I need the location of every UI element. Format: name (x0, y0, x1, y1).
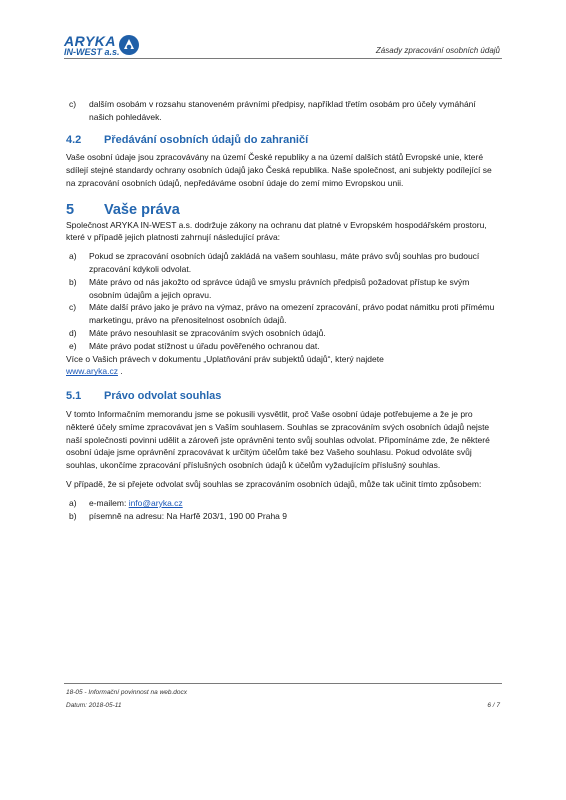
section-heading-5 (66, 201, 502, 218)
section-number: 4.2 (66, 133, 82, 146)
logo-text-aryka: ARYKA (64, 33, 117, 49)
list-text: dalším osobám v rozsahu stanoveném právními předpisy, například třetím osobám pro účely vymáhání našich pohledávek. (89, 99, 476, 122)
list-text: písemně na adresu: Na Harfě 203/1, 190 00 Praha 9 (89, 510, 287, 521)
list-text: Máte právo podat stížnost u úřadu pověřeného ochranou dat. (89, 340, 320, 351)
list-item (66, 497, 502, 510)
section-title: Právo odvolat souhlas (104, 390, 222, 403)
footer-date: Datum: 2018-05-11 (66, 702, 122, 709)
list-text: Pokud se zpracování osobních údajů zakládá na vašem souhlasu, máte právo svůj souhlas pro budoucí zpracování kdykoli odvolat. (89, 251, 480, 274)
list-marker: d) (69, 327, 77, 338)
more-info-text: Více o Vašich právech v dokumentu „Uplatňování práv subjektů údajů“, který najdete (66, 353, 384, 364)
list-marker: c) (69, 302, 77, 313)
list-text: Máte další právo jako je právo na výmaz, právo na omezení zpracování, právo podat námitku proti přímému marketingu, právo na přenositelnost osobních údajů. (89, 302, 495, 326)
paragraph (66, 353, 502, 379)
list-marker: e) (69, 340, 77, 351)
footer-divider (64, 683, 502, 684)
list-text: Máte právo od nás jakožto od správce údajů ve smyslu právních předpisů požadovat přístup ke svým osobním údajům a jejich opravu. (89, 276, 470, 300)
section-number: 5.1 (66, 390, 82, 403)
header-title: Zásady zpracování osobních údajů (375, 46, 500, 55)
list-marker: a) (69, 497, 77, 508)
logo-text-inwest: IN-WEST a.s. (64, 47, 120, 57)
list-item (66, 340, 502, 353)
list-item (66, 510, 502, 523)
section-heading-4-2 (66, 134, 502, 147)
email-label: e-mailem: (89, 497, 129, 508)
paragraph: Společnost ARYKA IN-WEST a.s. dodržuje zákony na ochranu dat platné v Evropském hospodářském prostoru, které v případě jejich platnosti zahrnují následující práva: (66, 219, 487, 243)
more-info-end: . (117, 366, 123, 377)
list-item (66, 301, 502, 327)
logo-emblem-icon (118, 34, 140, 56)
list-item (66, 98, 502, 124)
list-marker: b) (69, 276, 77, 287)
list-text: Máte právo nesouhlasit se zpracováním svých osobních údajů. (89, 327, 326, 338)
list-item (66, 327, 502, 340)
list-item (66, 250, 502, 276)
paragraph: Vaše osobní údaje jsou zpracovávány na území České republiky a na území dalších států Evropské unie, které sdílejí stejné standardy ochrany osobních údajů jako Česká republika. Naše společnost, ani subjekty podílející se na zpracování osobních údajů, nepředáváme osobní údaje do zemí mimo Evropskou unii. (66, 152, 492, 188)
website-link[interactable]: www.aryka.cz (66, 366, 118, 377)
section-title: Vaše práva (104, 201, 180, 218)
paragraph: V tomto Informačním memorandu jsme se pokusili vysvětlit, proč Vaše osobní údaje potřebujeme a že je pro některé účely smíme zpracovávat jen s Vaším souhlasem. Souhlas se zpracováním svých osobních údajů nejste naší společnosti povinni udělit a zároveň jste oprávněni tento svůj souhlas odvolat. Připomínáme zde, že některé osobní údaje jsme oprávnění zpracovávat k určitým účelům také bez Vašeho souhlasu. Pokud odvoláte svůj souhlas, ukončíme zpracování příslušných osobních údajů k účelům vyžadujícím příslušný souhlas. (66, 408, 490, 471)
list-marker: b) (69, 510, 77, 521)
footer-document-name: 18-05 - Informační povinnost na web.docx (66, 689, 188, 696)
page-content (66, 98, 502, 522)
list-marker: c) (69, 99, 77, 109)
header-divider (64, 58, 502, 59)
section-heading-5-1 (66, 390, 502, 403)
email-link[interactable]: info@aryka.cz (128, 497, 183, 508)
paragraph: V případě, že si přejete odvolat svůj souhlas se zpracováním osobních údajů, může tak učinit tímto způsobem: (66, 478, 482, 489)
company-logo (64, 34, 144, 56)
list-item (66, 276, 502, 302)
section-number: 5 (66, 201, 75, 218)
section-title: Předávání osobních údajů do zahraničí (104, 133, 309, 146)
list-marker: a) (69, 251, 77, 262)
page-number: 6 / 7 (487, 702, 500, 709)
